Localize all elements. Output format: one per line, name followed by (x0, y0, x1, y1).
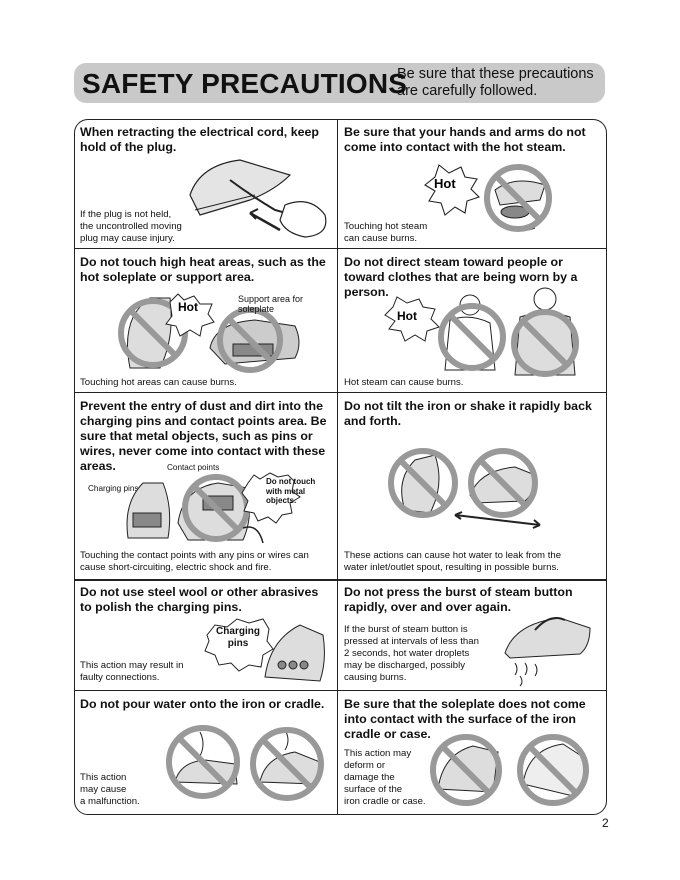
tilt-note: These actions can cause hot water to leak from the water inlet/outlet spout, resulting in possible burns. (344, 550, 562, 573)
steam-people-note: Hot steam can cause burns. (344, 377, 464, 388)
soleplate-note: This action may deform or damage the surface of the iron cradle or case. (344, 748, 426, 807)
retracting-cord-illustration (180, 155, 330, 245)
metal-objects-label: Do not touch with metal objects. (266, 477, 316, 505)
dust-heading: Prevent the entry of dust and dirt into the charging pins and contact points area. Be sure that metal objects, such as pins or wires, never come into contact with these areas. (80, 399, 327, 473)
soleplate-heading: Be sure that the soleplate does not come into contact with the surface of the iron cradle or case. (344, 697, 586, 741)
burst-heading: Do not press the burst of steam button rapidly, over and over again. (344, 585, 573, 614)
heat-areas-heading: Do not touch high heat areas, such as the hot soleplate or support area. (80, 255, 326, 284)
steam-hands-note: Touching hot steam can cause burns. (344, 221, 428, 244)
cord-note: If the plug is not held, the uncontrolled moving plug may cause injury. (80, 209, 182, 244)
tilt-heading: Do not tilt the iron or shake it rapidly back and forth. (344, 399, 592, 428)
hot-steam-hands-illustration (420, 160, 560, 240)
page-subtitle: Be sure that these precautions are carefully followed. (397, 66, 594, 99)
page-title: SAFETY PRECAUTIONS (82, 68, 408, 99)
cord-heading: When retracting the electrical cord, keep hold of the plug. (80, 125, 319, 154)
heat-areas-note: Touching hot areas can cause burns. (80, 377, 237, 388)
grid-divider-row1 (74, 248, 606, 249)
steam-hands-heading: Be sure that your hands and arms do not come into contact with the hot steam. (344, 125, 586, 154)
soleplate-contact-illustration (428, 734, 593, 806)
grid-divider-row2 (74, 392, 606, 393)
hot-label: Hot (178, 300, 198, 314)
support-area-label: Support area for soleplate (238, 294, 304, 314)
charging-pins-callout: Charging pins (216, 626, 260, 649)
tilt-shake-illustration (385, 445, 550, 530)
steel-wool-heading: Do not use steel wool or other abrasives to polish the charging pins. (80, 585, 319, 614)
burst-note: If the burst of steam button is pressed at intervals of less than 2 seconds, hot water droplets may be discharged, possibly causing burns. (344, 624, 479, 683)
grid-divider-row3 (74, 579, 606, 581)
hot-label: Hot (434, 176, 456, 191)
grid-divider-row4 (74, 690, 606, 691)
water-heading: Do not pour water onto the iron or cradle. (80, 697, 325, 711)
steel-wool-note: This action may result in faulty connections. (80, 660, 184, 683)
steam-toward-people-illustration (385, 285, 585, 380)
page-number: 2 (602, 816, 609, 830)
contact-points-label: Contact points (167, 463, 220, 472)
water-note: This action may cause a malfunction. (80, 772, 140, 807)
grid-divider-vertical (337, 119, 338, 814)
pour-water-illustration (165, 722, 330, 807)
steam-people-heading: Do not direct steam toward people or toward clothes that are being worn by a person. (344, 255, 578, 299)
charging-pins-label: Charging pins (88, 484, 139, 493)
dust-note: Touching the contact points with any pins or wires can cause short-circuiting, electric shock and fire. (80, 550, 309, 573)
hot-label: Hot (397, 309, 417, 323)
steam-burst-illustration (495, 608, 595, 688)
